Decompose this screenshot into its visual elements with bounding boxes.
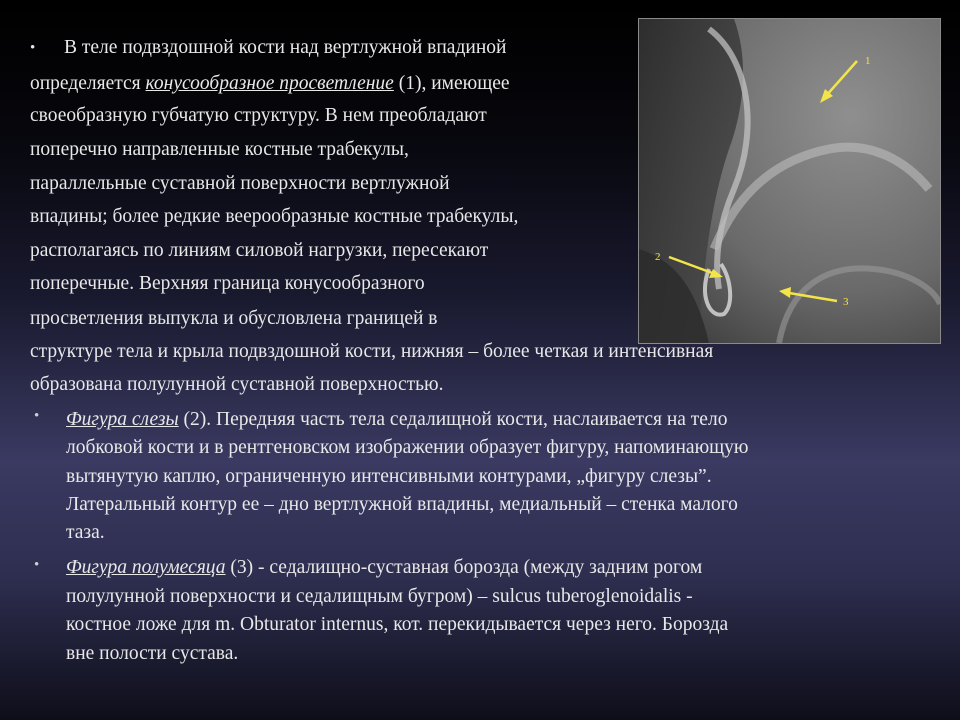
- p1-line-11: образована полулунной суставной поверхностью.: [30, 374, 444, 395]
- xray-illustration: [639, 19, 940, 343]
- p2-line-1: [66, 409, 727, 431]
- p1-l2-post: (1), имеющее: [393, 73, 510, 94]
- p3-l1-post: (3) - седалищно-суставная борозда (между задним рогом: [225, 557, 703, 578]
- p1-line-2: [30, 73, 510, 95]
- label-2: 2: [655, 251, 661, 263]
- term-sleza: Фигура слезы: [66, 409, 179, 430]
- bullet-2: •: [34, 408, 40, 424]
- p2-l1-post: (2). Передняя часть тела седалищной кости, наслаивается на тело: [178, 409, 728, 430]
- p1-line-1: В теле подвздошной кости над вертлужной впадиной: [64, 37, 507, 58]
- p1-line-8: поперечные. Верхняя граница конусообразного: [30, 273, 425, 294]
- p1-line-3: своеобразную губчатую структуру. В нем преобладают: [30, 105, 487, 126]
- p1-line-9: просветления выпукла и обусловлена границей в: [30, 308, 438, 329]
- p1-line-6: впадины; более редкие веерообразные костные трабекулы,: [30, 206, 519, 227]
- p3-line-2: полулунной поверхности и седалищным бугром) – sulcus tuberoglenoidalis -: [66, 586, 693, 607]
- bullet-1: •: [30, 40, 36, 56]
- p1-l2-pre: определяется: [30, 73, 146, 94]
- p2-line-2: лобковой кости и в рентгеновском изображении образует фигуру, напоминающую: [66, 437, 749, 458]
- label-1: 1: [865, 55, 871, 67]
- term-polumesyats: Фигура полумесяца: [66, 557, 226, 578]
- p1-line-4: поперечно направленные костные трабекулы,: [30, 139, 409, 160]
- label-3: 3: [843, 296, 849, 308]
- p1-line-5: параллельные суставной поверхности вертлужной: [30, 173, 450, 194]
- xray-image: [638, 18, 941, 344]
- p3-line-3: костное ложе для m. Obturator internus, кот. перекидывается через него. Борозда: [66, 614, 729, 635]
- term-konus: конусообразное просветление: [145, 73, 394, 94]
- p2-line-4: Латеральный контур ее – дно вертлужной впадины, медиальный – стенка малого: [66, 494, 738, 515]
- p3-line-4: вне полости сустава.: [66, 643, 239, 664]
- p1-line-7: располагаясь по линиям силовой нагрузки, пересекают: [30, 240, 489, 261]
- p2-line-3: вытянутую каплю, ограниченную интенсивными контурами, „фигуру слезы”.: [66, 466, 712, 487]
- p2-line-5: таза.: [66, 522, 105, 543]
- p3-line-1: [66, 557, 702, 579]
- p1-line-10: структуре тела и крыла подвздошной кости, нижняя – более четкая и интенсивная: [30, 341, 714, 362]
- bullet-3: •: [34, 557, 40, 573]
